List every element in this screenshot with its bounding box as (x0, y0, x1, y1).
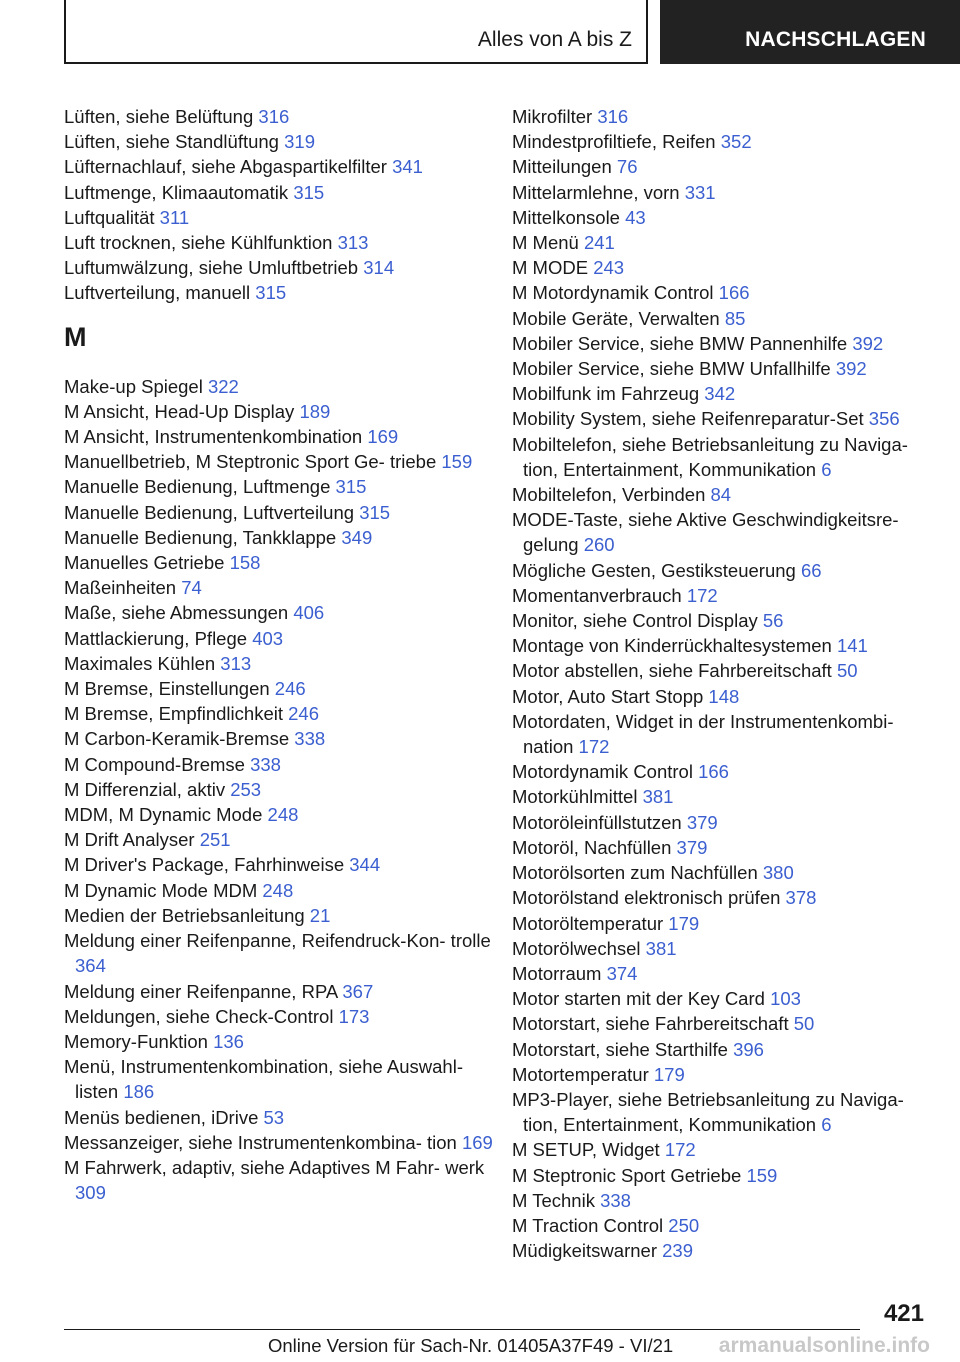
footer-divider (64, 1329, 860, 1330)
entry-page-link[interactable]: 158 (229, 552, 261, 574)
index-entry (512, 306, 932, 331)
index-entry (64, 600, 494, 625)
entry-page-link[interactable]: 311 (159, 206, 190, 228)
entry-page-link[interactable]: 53 (263, 1106, 285, 1128)
index-entry (64, 651, 494, 676)
index-entry (64, 424, 494, 449)
index-entry (512, 331, 932, 356)
entry-page-link[interactable]: 349 (341, 526, 373, 548)
entry-page-link[interactable]: 260 (583, 534, 615, 556)
index-entry (64, 726, 494, 751)
entry-term: Motorkühlmittel (512, 786, 638, 808)
entry-term: Mobiltelefon, Verbinden (512, 484, 706, 506)
index-entry (64, 280, 494, 305)
index-entry (512, 280, 932, 305)
entry-term: M Differenzial, aktiv (64, 778, 226, 800)
index-entry (64, 104, 494, 129)
index-entry (512, 1011, 932, 1036)
entry-page-link[interactable]: 315 (255, 282, 287, 304)
entry-term: Motor, Auto Start Stopp (512, 685, 704, 707)
index-entry (512, 406, 932, 431)
index-list-m-continued (512, 104, 932, 1263)
index-entry (512, 961, 932, 986)
entry-term: M Bremse, Einstellungen (64, 678, 270, 700)
index-entry (512, 633, 932, 658)
index-entry (64, 1004, 494, 1029)
index-entry (512, 255, 932, 280)
index-entry (64, 1105, 494, 1130)
index-entry (64, 1155, 494, 1205)
entry-page-link[interactable]: 378 (785, 887, 817, 909)
entry-page-link[interactable]: 189 (299, 400, 331, 422)
index-entry (512, 709, 932, 759)
entry-term: Motorstart, siehe Starthilfe (512, 1038, 728, 1060)
entry-term: Mobile Geräte, Verwalten (512, 307, 720, 329)
index-entry (512, 1037, 932, 1062)
index-entry (512, 507, 932, 557)
index-entry (64, 1054, 494, 1104)
entry-page-link[interactable]: 381 (645, 937, 677, 959)
entry-term: Lüften, siehe Belüftung (64, 106, 254, 127)
entry-page-link[interactable]: 392 (852, 332, 884, 354)
entry-page-link[interactable]: 66 (800, 559, 822, 581)
entry-term: Manuelle Bedienung, Luftmenge (64, 476, 331, 498)
entry-term: Motorölsorten zum Nachfüllen (512, 862, 758, 884)
index-entry (512, 1163, 932, 1188)
entry-page-link[interactable]: 251 (199, 829, 231, 851)
entry-term: Mögliche Gesten, Gestiksteuerung (512, 559, 796, 581)
entry-page-link[interactable]: 74 (181, 577, 202, 599)
index-entry (512, 1062, 932, 1087)
entry-page-link[interactable]: 159 (441, 451, 473, 473)
entry-term: M Motordynamik Control (512, 282, 714, 304)
entry-term: Motor abstellen, siehe Fahrbereitschaft (512, 660, 832, 682)
entry-term: Motortemperatur (512, 1063, 649, 1085)
entry-page-link[interactable]: 136 (213, 1030, 244, 1052)
entry-page-link[interactable]: 380 (762, 862, 794, 884)
index-entry (512, 835, 932, 860)
entry-page-link[interactable]: 253 (230, 778, 262, 800)
entry-page-link[interactable]: 169 (367, 426, 399, 448)
entry-term: Mitteilungen (512, 156, 612, 178)
entry-page-link[interactable]: 84 (710, 484, 732, 506)
index-entry (64, 1130, 494, 1155)
entry-page-link[interactable]: 172 (664, 1139, 696, 1161)
index-entry (64, 878, 494, 903)
entry-page-link[interactable]: 364 (75, 955, 106, 977)
entry-term: Motoröleinfüllstutzen (512, 811, 682, 833)
index-entry (512, 432, 932, 482)
index-entry (64, 1029, 494, 1054)
index-entry (512, 230, 932, 255)
entry-term: M Ansicht, Head-Up Display (64, 400, 295, 422)
index-entry (64, 777, 494, 802)
entry-term: Monitor, siehe Control Display (512, 610, 758, 632)
entry-page-link[interactable]: 367 (342, 980, 374, 1002)
index-entry (512, 583, 932, 608)
index-entry (64, 701, 494, 726)
entry-term: Mobiler Service, siehe BMW Unfallhilfe (512, 358, 831, 380)
index-entry (512, 986, 932, 1011)
entry-term: Luftqualität (64, 206, 155, 228)
entry-page-link[interactable]: 50 (836, 660, 858, 682)
entry-page-link[interactable]: 342 (704, 383, 736, 405)
entry-page-link[interactable]: 381 (642, 786, 674, 808)
entry-page-link[interactable]: 315 (293, 181, 325, 203)
entry-page-link[interactable]: 309 (75, 1182, 106, 1204)
entry-term: Meldung einer Reifenpanne, RPA (64, 980, 338, 1002)
index-entry (512, 356, 932, 381)
entry-term: Mobilfunk im Fahrzeug (512, 383, 700, 405)
entry-term: M Compound-Bremse (64, 753, 245, 775)
entry-page-link[interactable]: 50 (793, 1013, 815, 1035)
entry-page-link[interactable]: 338 (600, 1189, 631, 1211)
entry-term: Müdigkeitswarner (512, 1240, 657, 1262)
index-entry (512, 911, 932, 936)
index-entry (64, 827, 494, 852)
entry-page-link[interactable]: 159 (746, 1164, 778, 1186)
entry-page-link[interactable]: 6 (821, 1114, 832, 1136)
index-entry (64, 255, 494, 280)
index-entry (512, 104, 932, 129)
index-entry (512, 885, 932, 910)
index-entry (64, 903, 494, 928)
index-entry (512, 1238, 932, 1263)
index-entry (64, 802, 494, 827)
entry-page-link[interactable]: 103 (770, 988, 801, 1010)
entry-term: Menüs bedienen, iDrive (64, 1106, 259, 1128)
index-entry (64, 230, 494, 255)
entry-page-link[interactable]: 379 (686, 811, 718, 833)
entry-term: Lüfternachlauf, siehe Abgaspartikelfilter (64, 156, 387, 178)
entry-term: Motoröltemperatur (512, 912, 664, 934)
entry-page-link[interactable]: 344 (349, 854, 381, 876)
chapter-tab (660, 0, 960, 64)
entry-page-link[interactable]: 338 (250, 753, 281, 775)
index-entry (512, 936, 932, 961)
entry-term: Mobility System, siehe Reifenreparatur-Set (512, 408, 864, 430)
page-number: 421 (883, 1300, 924, 1327)
entry-term: Mattlackierung, Pflege (64, 627, 248, 649)
entry-page-link[interactable]: 239 (662, 1240, 693, 1262)
index-entry (512, 684, 932, 709)
entry-term: Memory-Funktion (64, 1030, 208, 1052)
entry-page-link[interactable]: 179 (653, 1063, 685, 1085)
index-entry (64, 500, 494, 525)
entry-page-link[interactable]: 248 (267, 804, 299, 826)
entry-page-link[interactable]: 166 (698, 761, 729, 783)
entry-term: Manuelle Bedienung, Luftverteilung (64, 501, 355, 523)
entry-term: Luft trocknen, siehe Kühlfunktion (64, 232, 333, 254)
index-entry (64, 525, 494, 550)
index-entry (512, 1137, 932, 1162)
entry-term: Meldung einer Reifenpanne, Reifendruck-Kon‐ trolle (64, 930, 491, 952)
entry-term: Mittelarmlehne, vorn (512, 181, 680, 203)
index-entry (512, 860, 932, 885)
index-entry (512, 1087, 932, 1137)
entry-page-link[interactable]: 148 (708, 685, 740, 707)
index-entry (512, 759, 932, 784)
entry-page-link[interactable]: 313 (220, 652, 252, 674)
entry-term: Manuelles Getriebe (64, 552, 225, 574)
entry-page-link[interactable]: 315 (335, 476, 367, 498)
entry-term: Mobiler Service, siehe BMW Pannenhilfe (512, 332, 848, 354)
section-title: Alles von A bis Z (477, 28, 632, 51)
entry-term: Mindestprofiltiefe, Reifen (512, 131, 716, 153)
entry-term: Motordynamik Control (512, 761, 693, 783)
entry-page-link[interactable]: 186 (123, 1081, 155, 1103)
entry-term: M Bremse, Empfindlichkeit (64, 703, 283, 725)
entry-term: MODE-Taste, siehe Aktive Geschwindigkeitsre‐ gelung (512, 509, 899, 556)
entry-page-link[interactable]: 374 (606, 962, 638, 984)
entry-term: Manuellbetrieb, M Steptronic Sport Ge‐ triebe (64, 451, 437, 473)
index-entry (512, 1188, 932, 1213)
entry-page-link[interactable]: 316 (258, 106, 290, 127)
index-list-l-section (64, 104, 494, 306)
entry-page-link[interactable]: 173 (338, 1005, 370, 1027)
index-entry (64, 474, 494, 499)
entry-term: M Menü (512, 232, 579, 254)
entry-page-link[interactable]: 314 (363, 257, 395, 279)
entry-page-link[interactable]: 56 (762, 610, 784, 632)
entry-page-link[interactable]: 338 (294, 728, 326, 750)
index-entry (64, 752, 494, 777)
entry-term: Mikrofilter (512, 106, 593, 127)
index-entry (64, 449, 494, 474)
index-entry (64, 852, 494, 877)
entry-term: Manuelle Bedienung, Tankklappe (64, 526, 337, 548)
entry-page-link[interactable]: 179 (668, 912, 700, 934)
entry-term: Montage von Kinderrückhaltesystemen (512, 635, 832, 657)
entry-page-link[interactable]: 341 (392, 156, 423, 178)
index-entry (512, 205, 932, 230)
entry-page-link[interactable]: 248 (262, 879, 294, 901)
entry-page-link[interactable]: 76 (616, 156, 638, 178)
entry-term: Motorölstand elektronisch prüfen (512, 887, 781, 909)
entry-term: Motoröl, Nachfüllen (512, 836, 672, 858)
entry-term: Meldungen, siehe Check-Control (64, 1005, 334, 1027)
entry-page-link[interactable]: 246 (288, 703, 319, 725)
entry-page-link[interactable]: 406 (293, 602, 325, 624)
index-entry (64, 676, 494, 701)
online-version-note: Online Version für Sach-Nr. 01405A37F49 - VI/21 (268, 1335, 674, 1356)
entry-term: Luftmenge, Klimaautomatik (64, 181, 289, 203)
index-entry (512, 129, 932, 154)
entry-page-link[interactable]: 166 (718, 282, 750, 304)
entry-page-link[interactable]: 250 (668, 1214, 700, 1236)
entry-term: Mittelkonsole (512, 206, 620, 228)
entry-term: Lüften, siehe Standlüftung (64, 131, 279, 153)
entry-page-link[interactable]: 21 (309, 904, 331, 926)
entry-page-link[interactable]: 141 (836, 635, 868, 657)
section-tab (64, 0, 648, 64)
entry-term: M Technik (512, 1189, 595, 1211)
entry-term: Luftumwälzung, siehe Umluftbetrieb (64, 257, 359, 279)
index-entry (64, 928, 494, 978)
entry-page-link[interactable]: 322 (207, 375, 239, 397)
entry-term: M Driver's Package, Fahrhinweise (64, 854, 345, 876)
index-entry (512, 381, 932, 406)
entry-term: M Drift Analyser (64, 829, 195, 851)
entry-term: Menü, Instrumentenkombination, siehe Auswahl‐ listen (64, 1056, 463, 1103)
index-entry (64, 180, 494, 205)
entry-term: M Ansicht, Instrumentenkombination (64, 426, 363, 448)
index-entry (64, 979, 494, 1004)
entry-term: Messanzeiger, siehe Instrumentenkombina‐ tion (64, 1131, 457, 1153)
entry-term: Momentanverbrauch (512, 584, 682, 606)
chapter-title: NACHSCHLAGEN (745, 28, 926, 51)
entry-page-link[interactable]: 85 (724, 307, 746, 329)
entry-term: M Steptronic Sport Getriebe (512, 1164, 742, 1186)
index-entry (512, 1213, 932, 1238)
index-entry (512, 784, 932, 809)
entry-page-link[interactable]: 6 (821, 458, 832, 480)
entry-term: M Fahrwerk, adaptiv, siehe Adaptives M Fahr‐ werk (64, 1156, 485, 1178)
index-entry (512, 180, 932, 205)
entry-term: M SETUP, Widget (512, 1139, 660, 1161)
entry-page-link[interactable]: 352 (720, 131, 752, 153)
entry-page-link[interactable]: 392 (835, 358, 867, 380)
entry-page-link[interactable]: 43 (625, 206, 646, 228)
entry-term: M Carbon-Keramik-Bremse (64, 728, 290, 750)
index-entry (512, 482, 932, 507)
index-entry (512, 658, 932, 683)
entry-page-link[interactable]: 313 (337, 232, 369, 254)
entry-page-link[interactable]: 172 (686, 584, 718, 606)
entry-page-link[interactable]: 356 (868, 408, 900, 430)
index-entry (64, 205, 494, 230)
index-entry (512, 810, 932, 835)
entry-page-link[interactable]: 169 (461, 1131, 493, 1153)
entry-page-link[interactable]: 246 (274, 678, 306, 700)
entry-page-link[interactable]: 316 (597, 106, 629, 127)
entry-term: MP3-Player, siehe Betriebsanleitung zu Naviga‐ tion, Entertainment, Kommunikation (512, 1088, 904, 1136)
entry-term: Motor starten mit der Key Card (512, 988, 765, 1010)
entry-term: Medien der Betriebsanleitung (64, 904, 305, 926)
index-entry (64, 550, 494, 575)
entry-page-link[interactable]: 172 (578, 736, 610, 758)
entry-page-link[interactable]: 396 (733, 1038, 764, 1060)
entry-page-link[interactable]: 379 (676, 836, 708, 858)
entry-page-link[interactable]: 243 (593, 257, 625, 279)
entry-term: MDM, M Dynamic Mode (64, 804, 263, 826)
index-entry (64, 374, 494, 399)
index-entry (64, 154, 494, 179)
entry-term: Make-up Spiegel (64, 375, 203, 397)
index-entry (512, 154, 932, 179)
entry-term: Motordaten, Widget in der Instrumentenkombi‐ nation (512, 710, 894, 758)
entry-term: M Traction Control (512, 1214, 664, 1236)
entry-term: Maximales Kühlen (64, 652, 216, 674)
entry-term: Maße, siehe Abmessungen (64, 602, 289, 624)
entry-term: Motorstart, siehe Fahrbereitschaft (512, 1013, 789, 1035)
index-entry (64, 626, 494, 651)
index-entry (64, 399, 494, 424)
entry-term: Mobiltelefon, siehe Betriebsanleitung zu Naviga‐ tion, Entertainment, Kommunikation (512, 433, 908, 480)
letter-heading: M (64, 321, 87, 352)
entry-term: M Dynamic Mode MDM (64, 879, 258, 901)
index-column-left (64, 104, 494, 1205)
entry-term: Maßeinheiten (64, 577, 177, 599)
entry-term: Luftverteilung, manuell (64, 282, 251, 304)
entry-page-link[interactable]: 403 (252, 627, 284, 649)
entry-page-link[interactable]: 315 (359, 501, 391, 523)
entry-term: Motorölwechsel (512, 937, 641, 959)
index-column-right (512, 104, 932, 1263)
entry-term: M MODE (512, 257, 589, 279)
entry-page-link[interactable]: 331 (684, 181, 716, 203)
entry-term: Motorraum (512, 962, 602, 984)
index-entry (512, 558, 932, 583)
index-entry (64, 575, 494, 600)
watermark: armanualsonline.info (718, 1334, 930, 1357)
entry-page-link[interactable]: 241 (583, 232, 615, 254)
page-header (64, 0, 960, 66)
index-entry (64, 129, 494, 154)
index-entry (512, 608, 932, 633)
index-list-m-section (64, 374, 494, 1206)
entry-page-link[interactable]: 319 (284, 131, 315, 153)
